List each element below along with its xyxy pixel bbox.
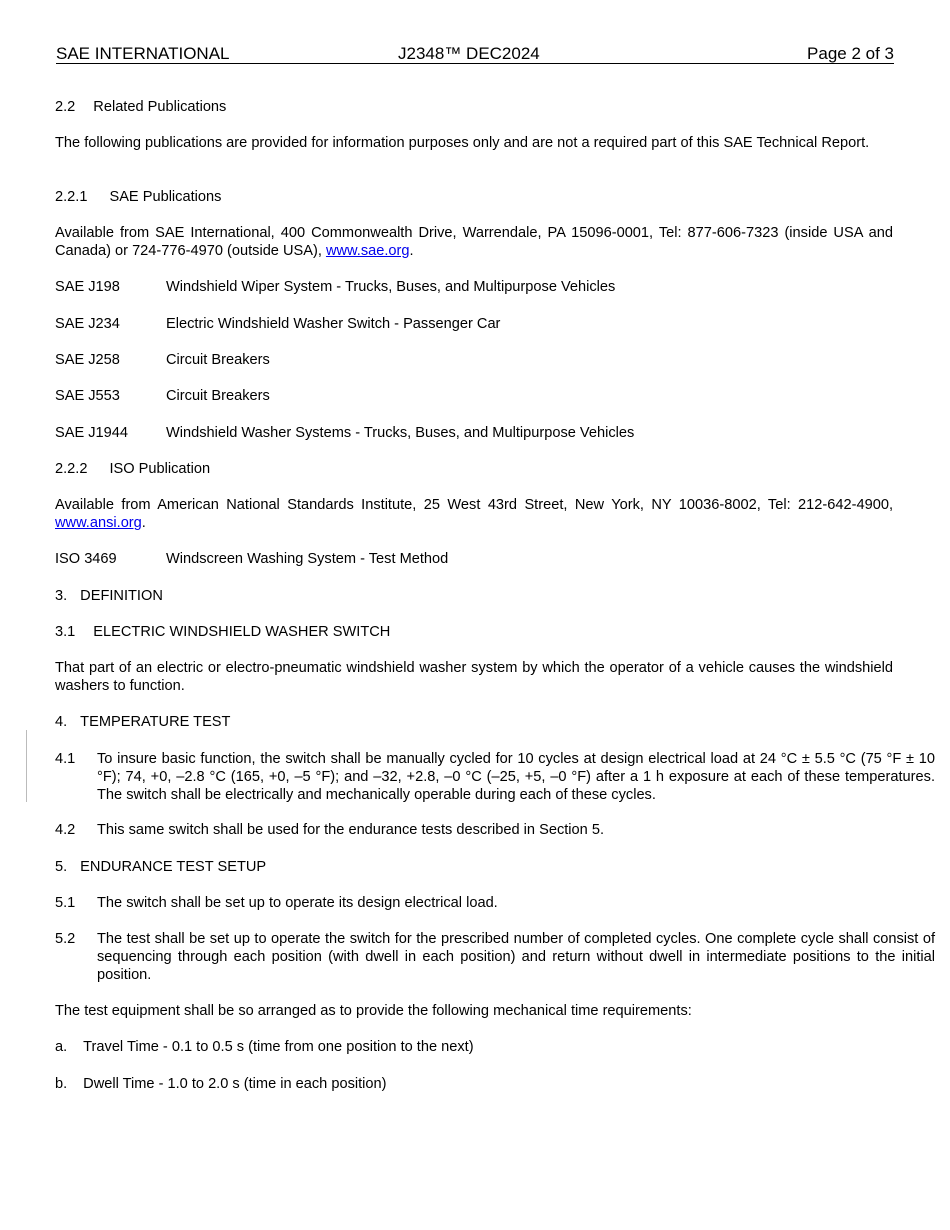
section-title: TEMPERATURE TEST [80, 714, 231, 730]
section-number: 4. [55, 714, 68, 730]
header-page-number: Page 2 of 3 [807, 44, 894, 63]
section-2-2-body: The following publications are provided for information purposes only and are not a required part of this SAE Technical Report. [55, 135, 870, 151]
change-bar [26, 730, 27, 802]
section-4-1 [55, 750, 935, 804]
section-title: ISO Publication [109, 461, 211, 477]
section-number: 3. [55, 588, 68, 604]
section-number: 2.2.1 [55, 189, 88, 205]
ansi-availability: Available from American National Standards Institute, 25 West 43rd Street, New York, NY 10036-8002, Tel: 212-642-4900, www.ansi.org. [55, 497, 893, 531]
section-3-heading [55, 587, 893, 605]
list-label: b. [55, 1076, 68, 1092]
section-body: The test shall be set up to operate the switch for the prescribed number of completed cycles. One complete cycle shall consist of sequencing through each position (with dwell in each position) and return without dwell in intermediate positions to the initial position. [97, 931, 935, 983]
section-5-2 [55, 930, 935, 984]
section-title: SAE Publications [109, 189, 222, 205]
section-number: 4.2 [55, 822, 76, 838]
reference-row: SAE J553 Circuit Breakers [55, 388, 270, 404]
section-title: Related Publications [93, 99, 227, 115]
section-number: 2.2.2 [55, 461, 88, 477]
sae-availability: Available from SAE International, 400 Commonwealth Drive, Warrendale, PA 15096-0001, Tel: 877-606-7323 (inside USA and Canada) or 724-776-4970 (outside USA), www.sae.org. [55, 225, 893, 259]
section-4-2 [55, 821, 935, 839]
sae-link[interactable]: www.sae.org [325, 243, 410, 259]
section-title: DEFINITION [80, 588, 163, 604]
list-label: a. [55, 1039, 68, 1055]
list-text: Dwell Time - 1.0 to 2.0 s (time in each position) [83, 1076, 387, 1092]
section-5-intro: The test equipment shall be so arranged as to provide the following mechanical time requirements: [55, 1003, 692, 1019]
section-body: To insure basic function, the switch shall be manually cycled for 10 cycles at design electrical load at 24 °C ± 5.5 °C (75 °F ± 10 °F); 74, +0, –2.8 °C (165, +0, –5 °F); and –32, +2.8, –0 °C (–25, +5, –0 °F) after a 1 h exposure at each of these temperatures. The switch shall be electrically and mechanically operable during each of these cycles. [97, 751, 935, 803]
reference-row: SAE J198 Windshield Wiper System - Trucks, Buses, and Multipurpose Vehicles [55, 279, 616, 295]
section-3-1-heading [55, 623, 893, 641]
list-item [55, 1075, 893, 1093]
section-2-2-heading [55, 98, 893, 116]
section-number: 5.2 [55, 931, 76, 947]
ansi-link[interactable]: www.ansi.org [55, 515, 142, 531]
section-title: ELECTRIC WINDSHIELD WASHER SWITCH [93, 624, 391, 640]
section-number: 5. [55, 859, 68, 875]
reference-row: SAE J1944 Windshield Washer Systems - Trucks, Buses, and Multipurpose Vehicles [55, 425, 635, 441]
section-body: This same switch shall be used for the endurance tests described in Section 5. [97, 822, 604, 838]
header-doc-id: J2348™ DEC2024 [398, 44, 540, 63]
list-item [55, 1038, 893, 1056]
reference-row: SAE J258 Circuit Breakers [55, 352, 270, 368]
section-4-heading [55, 713, 893, 731]
reference-row: ISO 3469 Windscreen Washing System - Test Method [55, 551, 449, 567]
section-title: ENDURANCE TEST SETUP [80, 859, 267, 875]
list-text: Travel Time - 0.1 to 0.5 s (time from one position to the next) [83, 1039, 474, 1055]
section-2-2-2-heading [55, 460, 893, 478]
section-5-1 [55, 894, 935, 912]
section-number: 5.1 [55, 895, 76, 911]
section-number: 2.2 [55, 99, 76, 115]
reference-row: SAE J234 Electric Windshield Washer Switch - Passenger Car [55, 316, 501, 332]
section-body: The switch shall be set up to operate its design electrical load. [97, 895, 498, 911]
section-3-1-body: That part of an electric or electro-pneumatic windshield washer system by which the operator of a vehicle causes the windshield washers to function. [55, 660, 893, 694]
section-5-heading [55, 858, 893, 876]
section-number: 4.1 [55, 751, 76, 767]
section-number: 3.1 [55, 624, 76, 640]
section-2-2-1-heading [55, 188, 893, 206]
header-org: SAE INTERNATIONAL [56, 44, 230, 63]
page-header [56, 44, 894, 64]
